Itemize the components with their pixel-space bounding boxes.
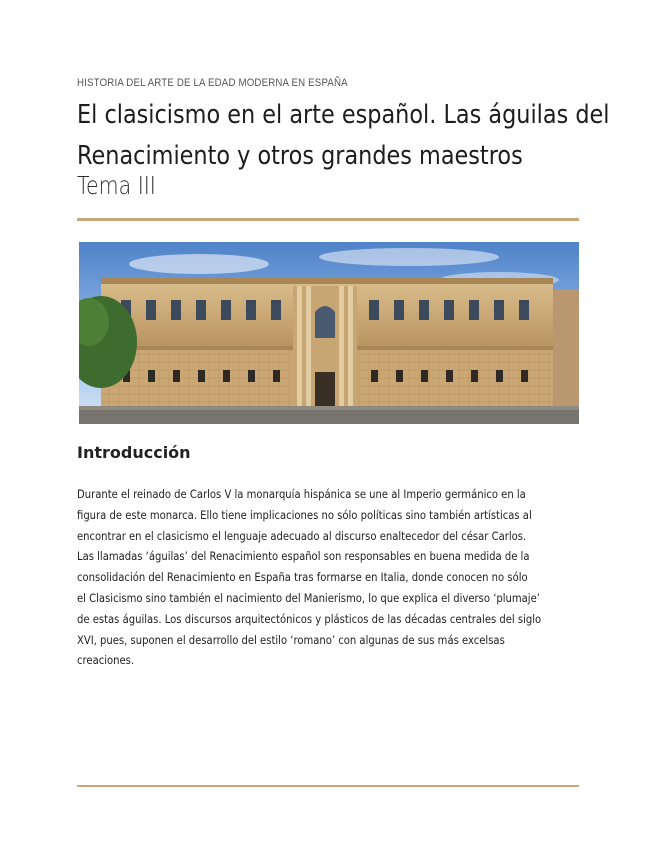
- paragraph-line: creaciones.: [77, 653, 135, 668]
- paragraph-line: de estas águilas. Los discursos arquitectónicos y plásticos de las décadas centrales del siglo: [77, 611, 542, 626]
- paragraph-line: XVI, pues, suponen el desarrollo del estilo ‘romano’ con algunas de sus más excelsas: [77, 632, 505, 647]
- palace-facade-photo: [79, 242, 579, 424]
- title-line: El clasicismo en el arte español. Las águilas del: [77, 100, 610, 130]
- paragraph-line: consolidación del Renacimiento en España tras formarse en Italia, donde conocen no sólo: [77, 570, 528, 585]
- subtitle: Tema III: [77, 171, 156, 200]
- kicker: HISTORIA DEL ARTE DE LA EDAD MODERNA EN ESPAÑA: [77, 77, 348, 89]
- top-divider: [77, 218, 579, 221]
- intro-paragraph: [77, 484, 570, 671]
- section-heading: Introducción: [77, 443, 191, 462]
- bottom-divider: [77, 785, 579, 787]
- paragraph-line: Durante el reinado de Carlos V la monarquía hispánica se une al Imperio germánico en la: [77, 487, 526, 501]
- title-line: Renacimiento y otros grandes maestros: [77, 141, 523, 171]
- page-title: [77, 95, 610, 177]
- paragraph-line: encontrar en el clasicismo el lenguaje adecuado al discurso enaltecedor del césar Carlos.: [77, 528, 527, 543]
- paragraph-line: el Clasicismo sino también el nacimiento del Manierismo, lo que explica el diverso ‘plumaje’: [77, 590, 540, 605]
- paragraph-line: figura de este monarca. Ello tiene implicaciones no sólo políticas sino también artísticas al: [77, 507, 532, 522]
- paragraph-line: Las llamadas ‘águilas’ del Renacimiento español son responsables en buena medida de la: [77, 549, 530, 564]
